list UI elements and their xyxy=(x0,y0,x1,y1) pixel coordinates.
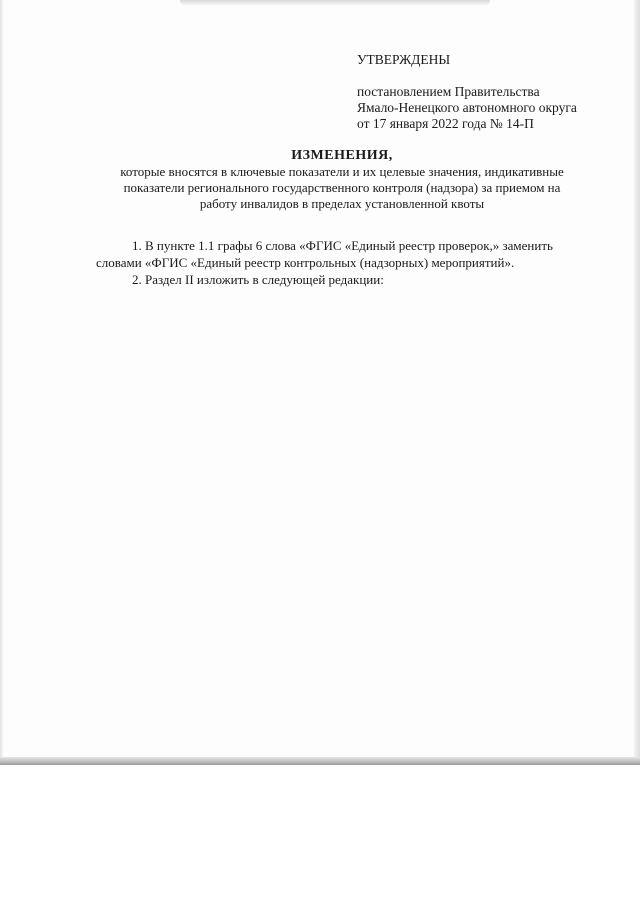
approval-line-2: Ямало-Ненецкого автономного округа xyxy=(357,100,577,115)
approval-block xyxy=(357,52,577,132)
subtitle-line-2: показатели регионального государственного контроля (надзора) за приемом на xyxy=(123,180,561,195)
scan-left-shadow xyxy=(0,0,4,765)
item-1-line-1: 1. В пункте 1.1 графы 6 слова «ФГИС «Единый реестр проверок,» заменить xyxy=(132,238,553,253)
approval-label: УТВЕРЖДЕНЫ xyxy=(357,52,451,67)
item-2: 2. Раздел II изложить в следующей редакции: xyxy=(132,272,384,287)
document-subtitle xyxy=(70,164,614,212)
scan-right-edge xyxy=(634,0,640,765)
approval-line-1: постановлением Правительства xyxy=(357,84,540,99)
subtitle-line-3: работу инвалидов в пределах установленной квоты xyxy=(199,196,485,211)
subtitle-line-1: которые вносятся в ключевые показатели и их целевые значения, индикативные xyxy=(120,164,564,179)
document-title: ИЗМЕНЕНИЯ, xyxy=(291,148,393,163)
item-1-line-2: словами «ФГИС «Единый реестр контрольных (надзорных) мероприятий». xyxy=(96,255,515,270)
document-body xyxy=(96,237,616,288)
scan-top-shadow xyxy=(180,0,490,6)
scan-bottom-edge xyxy=(0,757,640,765)
approval-line-3: от 17 января 2022 года № 14-П xyxy=(357,116,534,131)
